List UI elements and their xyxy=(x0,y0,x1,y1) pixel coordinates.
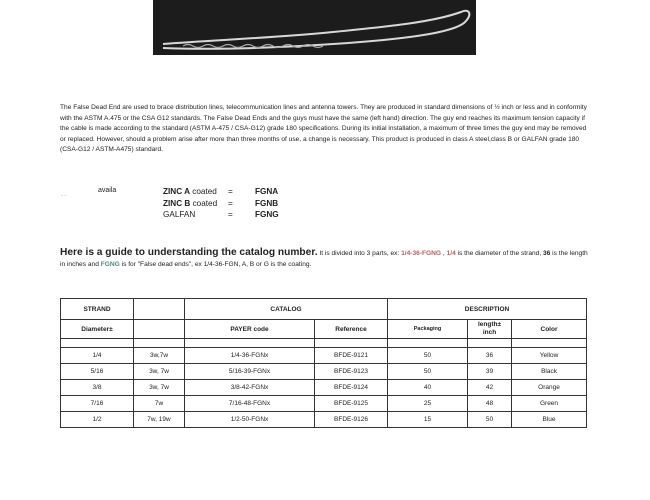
dead-end-wire-image xyxy=(153,0,476,55)
cell-packaging: 50 xyxy=(388,348,468,364)
header-packaging: Packaging xyxy=(388,320,468,339)
cell-diameter: 1/2 xyxy=(61,412,134,428)
table-spacer-row xyxy=(61,339,587,348)
cell-length: 48 xyxy=(468,396,512,412)
guide-example-code: 1/4-36-FGNG xyxy=(401,250,442,257)
table-row xyxy=(61,364,587,380)
coating-name-bold: ZINC A xyxy=(163,187,190,196)
table-group-header-row xyxy=(61,299,587,320)
cell-reference: BFDE-9124 xyxy=(315,380,388,396)
availability-label: availa xyxy=(98,187,117,194)
cell-length: 39 xyxy=(468,364,512,380)
coating-list xyxy=(163,186,279,221)
coating-name-rest: GALFAN xyxy=(163,210,196,219)
intro-paragraph: The False Dead End are used to brace distribution lines, telecommunication lines and antenna towers. They are produced in standard dimensions of ½ inch or less and in conformity with the ASTM A.475 or the CSA G12 standards. The False Dead Ends and the guys must have the same (left hand) direction. The guy end reaches its maximum tension capacity if the cable is made according to the standard (ASTM A-475 / CSA-G12) grade 180 specifications. During its initial installation, a maximum of three times the guy end may be removed or replaced. However, should a problem arise after more than three months of use, a change is necessary. This product is produced in class A steel,class B or GALFAN grade 180 (CSA-G12 / ASTM-A475) standard. xyxy=(60,104,587,154)
guide-text: is the diameter of the strand, xyxy=(455,250,543,257)
cell-color: Blue xyxy=(512,412,587,428)
catalog-guide xyxy=(60,247,590,270)
coating-row xyxy=(163,198,279,210)
cell-packaging: 15 xyxy=(388,412,468,428)
guide-text: It is divided into 3 parts, ex: xyxy=(317,250,402,257)
cell-color: Green xyxy=(512,396,587,412)
cell-packaging: 50 xyxy=(388,364,468,380)
coating-equals: = xyxy=(228,210,233,219)
cell-strand: 7w xyxy=(134,396,185,412)
cell-reference: BFDE-9121 xyxy=(315,348,388,364)
cell-payer-code: 1/4-36-FGNx xyxy=(185,348,315,364)
header-description: DESCRIPTION xyxy=(388,299,587,320)
table-column-header-row xyxy=(61,320,587,339)
cell-diameter: 1/4 xyxy=(61,348,134,364)
table-row xyxy=(61,412,587,428)
header-color: Color xyxy=(512,320,587,339)
cell-length: 36 xyxy=(468,348,512,364)
cell-strand: 3w, 7w xyxy=(134,364,185,380)
guide-heading: Here is a guide to understanding the catalog number. xyxy=(60,247,318,258)
cell-payer-code: 5/16-39-FGNx xyxy=(185,364,315,380)
cell-packaging: 40 xyxy=(388,380,468,396)
coating-row xyxy=(163,186,279,198)
coating-equals: = xyxy=(228,187,233,196)
cell-color: Yellow xyxy=(512,348,587,364)
header-reference: Reference xyxy=(315,320,388,339)
availability-dots: . . xyxy=(61,192,67,198)
cell-payer-code: 1/2-50-FGNx xyxy=(185,412,315,428)
coating-row xyxy=(163,209,279,221)
guide-text: is the length in inches and xyxy=(60,250,588,268)
cell-packaging: 25 xyxy=(388,396,468,412)
coating-code: FGNB xyxy=(255,198,279,208)
cell-color: Orange xyxy=(512,380,587,396)
guide-text: is for "False dead ends", ex 1/4-36-FGN, A, B or G is the coating. xyxy=(119,261,312,268)
guide-example-length: 36 xyxy=(542,250,551,257)
cell-reference: BFDE-9123 xyxy=(315,364,388,380)
guide-example-diameter: 1/4 xyxy=(446,250,456,257)
cell-length: 42 xyxy=(468,380,512,396)
coating-name-bold: ZINC B xyxy=(163,198,191,208)
cell-reference: BFDE-9126 xyxy=(315,412,388,428)
table-row xyxy=(61,396,587,412)
coating-code: FGNG xyxy=(255,210,279,219)
cell-strand: 3w,7w xyxy=(134,348,185,364)
header-length: length± inch xyxy=(468,320,512,339)
coating-equals: = xyxy=(228,198,233,208)
coating-name-rest: coated xyxy=(190,198,218,208)
cell-strand: 7w, 19w xyxy=(134,412,185,428)
cell-strand: 3w, 7w xyxy=(134,380,185,396)
product-photo xyxy=(153,0,476,55)
cell-color: Black xyxy=(512,364,587,380)
cell-reference: BFDE-9125 xyxy=(315,396,388,412)
header-strand: STRAND xyxy=(61,299,134,320)
cell-payer-code: 3/8-42-FGNx xyxy=(185,380,315,396)
header-diameter: Diameter± xyxy=(61,320,134,339)
table-row xyxy=(61,348,587,364)
cell-diameter: 3/8 xyxy=(61,380,134,396)
cell-diameter: 7/16 xyxy=(61,396,134,412)
header-catalog: CATALOG xyxy=(185,299,388,320)
catalog-table xyxy=(60,298,587,428)
coating-code: FGNA xyxy=(255,187,279,196)
cell-payer-code: 7/16-48-FGNx xyxy=(185,396,315,412)
header-payer-code: PAYER code xyxy=(185,320,315,339)
coating-name-rest: coated xyxy=(190,187,217,196)
cell-diameter: 5/16 xyxy=(61,364,134,380)
cell-length: 50 xyxy=(468,412,512,428)
guide-example-suffix: FGNG xyxy=(100,261,120,268)
guide-text: , xyxy=(441,250,447,257)
table-row xyxy=(61,380,587,396)
